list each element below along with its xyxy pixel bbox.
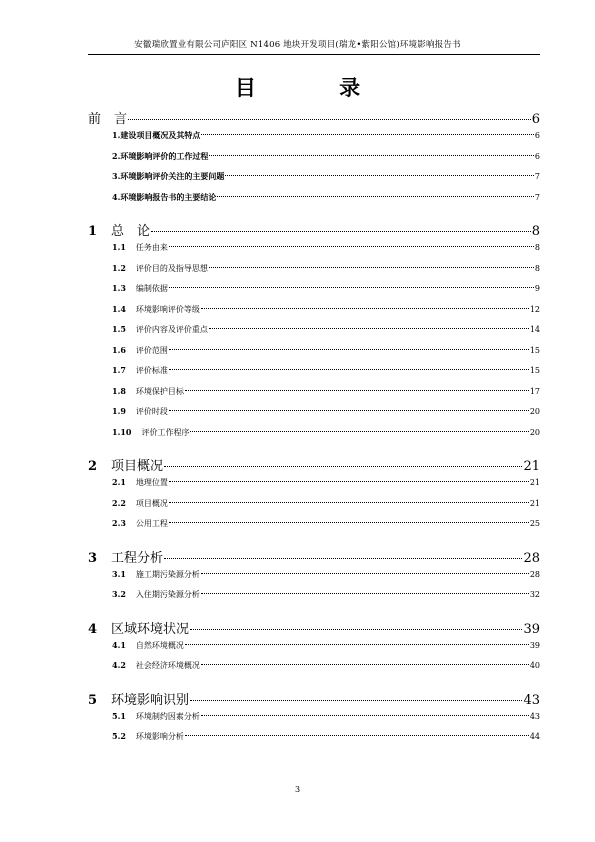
toc-entry-text: 项目概况	[111, 459, 164, 474]
toc-entry-text: 公用工程	[135, 519, 168, 528]
toc-entry-page: 8	[534, 243, 540, 252]
toc-entry-label	[88, 618, 189, 637]
toc-entry-page: 20	[529, 427, 540, 437]
toc-entry-label	[112, 242, 168, 253]
toc-entry-text: 编制依据	[135, 284, 168, 293]
toc-dot-leader	[151, 231, 531, 232]
toc-entry-text: 入住期污染源分析	[135, 590, 200, 599]
toc-entry-text: 区域环境状况	[111, 621, 190, 637]
toc-dot-leader	[185, 390, 529, 391]
header-rule	[88, 54, 540, 55]
toc-entry-text: 环境保护目标	[135, 386, 184, 396]
toc-section-entry[interactable]	[112, 324, 540, 345]
toc-entry-number: 5.2	[112, 731, 126, 741]
toc-entry-text: 自然环境概况	[135, 640, 184, 650]
toc-entry-label	[112, 477, 168, 488]
toc-entry-label	[112, 171, 224, 182]
toc-dot-leader	[164, 558, 522, 559]
toc-section-entry[interactable]	[112, 406, 540, 427]
toc-entry-page: 43	[523, 692, 540, 708]
toc-section-entry[interactable]	[112, 731, 540, 752]
toc-dot-leader	[201, 308, 529, 309]
toc-section-entry[interactable]	[112, 711, 540, 732]
toc-entry-label	[112, 569, 200, 580]
toc-entry-label	[112, 731, 184, 742]
toc-entry-label	[112, 304, 200, 315]
toc-entry-page: 17	[529, 386, 540, 396]
toc-chapter-entry[interactable]	[88, 618, 540, 640]
toc-dot-leader	[185, 644, 529, 645]
toc-entry-number: 2.2	[112, 497, 126, 508]
toc-entry-label	[88, 220, 150, 239]
toc-entry-label	[112, 192, 216, 203]
toc-dot-leader	[209, 328, 529, 329]
toc-entry-page: 28	[523, 550, 540, 566]
toc-dot-leader	[225, 175, 534, 176]
toc-section-entry[interactable]	[112, 151, 540, 172]
toc-entry-page: 44	[529, 732, 540, 741]
toc-dot-leader	[169, 481, 529, 482]
toc-entry-label	[112, 386, 184, 397]
toc-section-entry[interactable]	[112, 242, 540, 263]
toc-section-entry[interactable]	[112, 130, 540, 151]
toc-section-entry[interactable]	[112, 498, 540, 519]
toc-entry-label	[112, 283, 168, 294]
toc-section-entry[interactable]	[112, 192, 540, 213]
toc-entry-text: 总 论	[111, 224, 151, 239]
toc-entry-number: 1.9	[112, 406, 126, 416]
toc-entry-number: 1.2	[112, 262, 126, 273]
toc-entry-label	[112, 406, 168, 417]
toc-entry-page: 21	[529, 498, 540, 508]
toc-entry-page: 7	[534, 172, 540, 181]
toc-title: 目 录	[234, 75, 399, 100]
toc-entry-text: 评价标准	[135, 366, 168, 375]
toc-entry-number: 3	[88, 550, 98, 566]
toc-dot-leader	[169, 522, 529, 523]
toc-entry-page: 21	[523, 459, 540, 474]
toc-entry-label	[112, 345, 168, 356]
toc-entry-text: 环境制约因素分析	[135, 711, 200, 721]
toc-entry-number: 1.3	[112, 283, 126, 293]
page-header: 安徽瑞欣置业有限公司庐阳区 N1406 地块开发项目(瑞龙•紫阳公馆)环境影响报告书	[134, 40, 461, 50]
toc-chapter-entry[interactable]	[88, 547, 540, 569]
toc-entry-number: 4.2	[112, 660, 126, 670]
toc-entry-label	[88, 689, 189, 708]
toc-entry-page: 6	[534, 131, 540, 140]
toc-dot-leader	[169, 502, 529, 503]
toc-dot-leader	[201, 134, 534, 135]
toc-entry-text: 项目概况	[135, 498, 168, 508]
toc-entry-text: 任务由来	[135, 243, 168, 252]
toc-entry-text: 施工期污染源分析	[135, 569, 200, 579]
toc-entry-label	[88, 108, 127, 127]
toc-entry-page: 39	[529, 640, 540, 650]
toc-entry-page: 15	[529, 345, 540, 355]
toc-dot-leader	[185, 735, 529, 736]
toc-entry-number: 5	[88, 692, 98, 708]
toc-entry-page: 21	[529, 478, 540, 487]
toc-entry-number: 1.8	[112, 385, 126, 396]
toc-entry-page: 40	[529, 661, 540, 670]
toc-entry-text: 环境影响分析	[135, 732, 184, 741]
toc-entry-page: 28	[529, 569, 540, 579]
toc-entry-label	[88, 547, 163, 566]
toc-section-entry[interactable]	[112, 569, 540, 590]
toc-entry-number: 2.3	[112, 518, 126, 528]
toc-section-entry[interactable]	[112, 386, 540, 407]
toc-entry-text: 评价内容及评价重点	[135, 325, 208, 334]
toc-entry-number: 3.1	[112, 568, 126, 579]
toc-entry-number: 4.1	[112, 639, 126, 650]
toc-entry-number: 5.1	[112, 710, 126, 721]
toc-dot-leader	[201, 715, 529, 716]
toc-section-entry[interactable]	[112, 640, 540, 661]
toc-dot-leader	[209, 267, 534, 268]
toc-entry-number: 1	[88, 224, 98, 239]
toc-entry-page: 43	[529, 711, 540, 721]
toc-entry-number: 2.1	[112, 477, 126, 487]
toc-section-entry[interactable]	[112, 365, 540, 386]
toc-dot-leader	[217, 196, 534, 197]
toc-chapter-entry[interactable]	[88, 455, 540, 477]
toc-dot-leader	[169, 410, 529, 411]
toc-entry-page: 12	[529, 304, 540, 314]
toc-entry-text: 社会经济环境概况	[135, 661, 200, 670]
toc-entry-page: 15	[529, 366, 540, 375]
toc-entry-number: 1.6	[112, 344, 126, 355]
toc-entry-page: 8	[531, 224, 540, 239]
toc-section-entry[interactable]	[112, 477, 540, 498]
toc-entry-label	[112, 660, 200, 671]
toc-dot-leader	[169, 349, 529, 350]
toc-entry-page: 14	[529, 325, 540, 334]
toc-entry-text: 工程分析	[111, 550, 164, 566]
toc-entry-number: 3.2	[112, 589, 126, 599]
toc-entry-text: 评价范围	[135, 345, 168, 355]
toc-chapter-entry[interactable]	[88, 108, 540, 130]
toc-entry-text: 评价时段	[135, 407, 168, 416]
toc-dot-leader	[169, 287, 534, 288]
toc-entry-label	[112, 427, 189, 438]
toc-entry-text: 评价工作程序	[141, 427, 190, 437]
toc-entry-page: 9	[534, 284, 540, 293]
toc-entry-text: 1.建设项目概况及其特点	[112, 130, 201, 140]
toc-entry-label	[112, 711, 200, 722]
toc-entry-number: 2	[88, 459, 98, 474]
toc-section-entry[interactable]	[112, 263, 540, 284]
toc-dot-leader	[201, 593, 529, 594]
toc-entry-text: 前 言	[88, 112, 128, 127]
toc-entry-number: 1.4	[112, 303, 126, 314]
page-number: 3	[294, 785, 301, 794]
toc-entry-label	[112, 365, 168, 376]
toc-entry-text: 环境影响识别	[111, 692, 190, 708]
toc-dot-leader	[209, 155, 534, 156]
toc-section-entry[interactable]	[112, 304, 540, 325]
toc-dot-leader	[164, 466, 522, 467]
toc-entry-label	[112, 151, 208, 162]
toc-section-entry[interactable]	[112, 283, 540, 304]
toc-entry-label	[112, 640, 184, 651]
toc-entry-text: 2.环境影响评价的工作过程	[112, 150, 209, 161]
toc-dot-leader	[201, 664, 529, 665]
toc-dot-leader	[190, 431, 528, 432]
toc-entry-number: 1.7	[112, 365, 126, 375]
table-of-contents	[88, 108, 540, 752]
toc-section-entry[interactable]	[112, 427, 540, 448]
toc-entry-label	[112, 498, 168, 509]
toc-entry-number: 4	[88, 621, 98, 637]
toc-entry-page: 32	[529, 590, 540, 599]
toc-entry-number: 1.10	[112, 426, 132, 437]
toc-entry-text: 评价目的及指导思想	[135, 263, 208, 273]
toc-entry-label	[88, 455, 163, 474]
toc-dot-leader	[169, 246, 534, 247]
toc-entry-label	[112, 130, 200, 141]
toc-entry-page: 6	[531, 112, 540, 127]
toc-dot-leader	[190, 629, 522, 630]
toc-dot-leader	[190, 700, 522, 701]
toc-entry-label	[112, 263, 208, 274]
toc-entry-page: 6	[534, 151, 540, 161]
toc-chapter-entry[interactable]	[88, 689, 540, 711]
toc-entry-label	[112, 518, 168, 529]
toc-entry-label	[112, 589, 200, 600]
toc-entry-text: 3.环境影响评价关注的主要问题	[112, 171, 225, 181]
toc-entry-page: 20	[529, 407, 540, 416]
toc-section-entry[interactable]	[112, 660, 540, 681]
toc-entry-number: 1.5	[112, 324, 126, 334]
toc-section-entry[interactable]	[112, 171, 540, 192]
toc-entry-page: 8	[534, 263, 540, 273]
toc-entry-text: 环境影响评价等级	[135, 304, 200, 314]
toc-dot-leader	[169, 369, 529, 370]
toc-entry-text: 地理位置	[135, 478, 168, 487]
toc-chapter-entry[interactable]	[88, 220, 540, 242]
toc-entry-page: 7	[534, 192, 540, 202]
toc-entry-number: 1.1	[112, 242, 126, 252]
toc-entry-page: 39	[523, 621, 540, 637]
toc-entry-label	[112, 324, 208, 335]
toc-dot-leader	[128, 119, 531, 120]
toc-entry-text: 4.环境影响报告书的主要结论	[112, 191, 217, 202]
toc-section-entry[interactable]	[112, 345, 540, 366]
toc-section-entry[interactable]	[112, 589, 540, 610]
toc-section-entry[interactable]	[112, 518, 540, 539]
toc-entry-page: 25	[529, 519, 540, 528]
toc-dot-leader	[201, 573, 529, 574]
